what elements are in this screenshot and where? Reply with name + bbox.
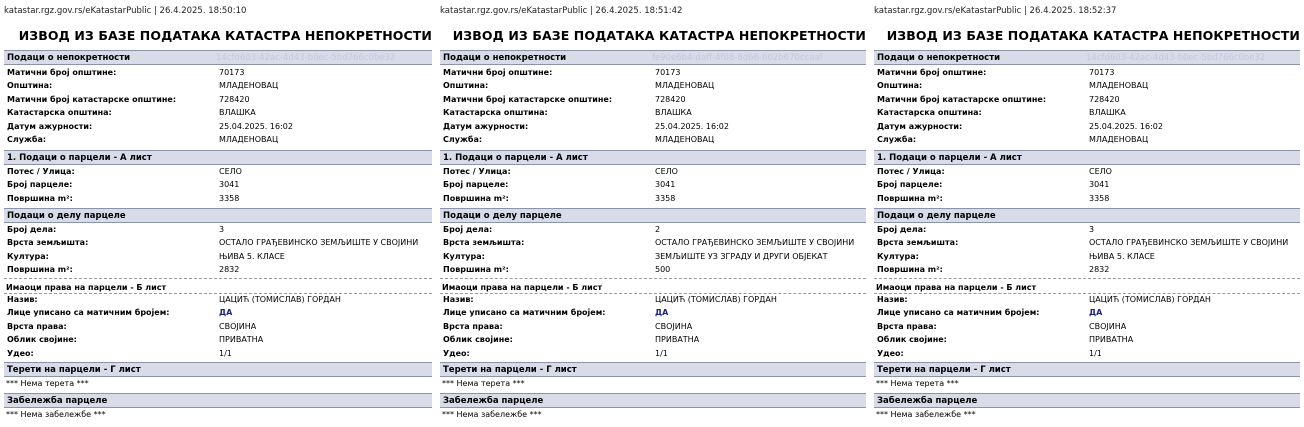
field-value: 3041 [655, 180, 676, 190]
field-row [443, 81, 867, 93]
section-header-property [440, 50, 866, 65]
section-header-burdens [874, 362, 1300, 377]
field-row [7, 122, 433, 134]
section-header-parcel [874, 150, 1300, 165]
field-value: ВЛАШКА [655, 108, 692, 118]
section-header-notes [440, 393, 866, 408]
no-notes-text: *** Нема забележбе *** [6, 410, 106, 419]
field-row [877, 295, 1301, 307]
field-label: Култура: [443, 251, 485, 261]
field-label: Датум ажурности: [7, 121, 93, 131]
field-value: СЕЛО [219, 167, 242, 176]
field-label: Катастарска општина: [7, 108, 112, 118]
section-title: Терети на парцели - Г лист [7, 365, 141, 375]
field-row [443, 68, 867, 80]
section-title: Забележба парцеле [7, 396, 108, 406]
divider [440, 293, 866, 294]
no-notes-text: *** Нема забележбе *** [876, 410, 976, 419]
section-header-burdens [440, 362, 866, 377]
field-value: МЛАДЕНОВАЦ [655, 135, 715, 144]
field-row [443, 135, 867, 147]
field-value: 2 [655, 225, 661, 234]
extract-panel-2 [436, 0, 870, 427]
section-title: 1. Подаци о парцели - А лист [443, 153, 588, 163]
field-label: Површина m²: [877, 265, 943, 275]
field-value: ДА [219, 308, 233, 318]
field-label: Назив: [443, 295, 474, 304]
field-value: 728420 [655, 94, 686, 104]
field-value: 3041 [219, 180, 240, 190]
field-value: 25.04.2025. 16:02 [219, 121, 293, 131]
field-row [443, 95, 867, 107]
field-label: Матични број катастарске општине: [877, 94, 1047, 104]
field-label: Матични број катастарске општине: [443, 94, 613, 104]
field-row [877, 225, 1301, 237]
document-title: ИЗВОД ИЗ БАЗЕ ПОДАТАКА КАТАСТРА НЕПОКРЕТНОСТИ [886, 28, 1300, 43]
url-timestamp-header: katastar.rgz.gov.rs/eKatastarPublic | 26.4.2025. 18:51:42 [440, 6, 683, 16]
section-title: Подаци о непокретности [877, 53, 1001, 63]
field-label: Број парцеле: [7, 180, 73, 190]
field-value: 3041 [1089, 180, 1110, 190]
field-label: Назив: [877, 295, 908, 304]
field-value: СЕЛО [1089, 167, 1112, 176]
field-value: ПРИВАТНА [1089, 335, 1134, 345]
field-row [7, 308, 433, 320]
field-value: ЦАЦИЋ (ТОМИСЛАВ) ГОРДАН [655, 295, 777, 304]
field-row [7, 81, 433, 93]
field-label: Култура: [877, 251, 919, 261]
section-title: Подаци о делу парцеле [443, 211, 562, 221]
field-row [443, 194, 867, 206]
field-value: ЦАЦИЋ (ТОМИСЛАВ) ГОРДАН [1089, 295, 1211, 304]
field-row [877, 122, 1301, 134]
field-row [7, 252, 433, 264]
field-row [877, 238, 1301, 250]
field-label: Врста земљишта: [443, 238, 525, 248]
field-value: 3 [1089, 225, 1095, 234]
field-label: Врста земљишта: [7, 238, 89, 248]
field-row [7, 194, 433, 206]
field-label: Површина m²: [443, 265, 509, 275]
field-label: Матични број катастарске општине: [7, 94, 177, 104]
field-row [7, 265, 433, 277]
field-row [7, 135, 433, 147]
property-id: 14cfd603-42ac-4d43-b0ec-5bd766c0be32 [216, 53, 396, 63]
field-value: 2832 [219, 265, 240, 275]
field-row [443, 238, 867, 250]
section-title: Подаци о непокретности [443, 53, 567, 63]
divider [4, 293, 432, 294]
url-timestamp-header: katastar.rgz.gov.rs/eKatastarPublic | 26.4.2025. 18:52:37 [874, 6, 1117, 16]
field-row [443, 335, 867, 347]
field-value: СВОЈИНА [1089, 321, 1127, 331]
field-value: ОСТАЛО ГРАЂЕВИНСКО ЗЕМЉИШТЕ У СВОЈИНИ [655, 238, 855, 248]
property-id: fe90e6b4-daff-4f08-8d66-602b670ccaaf [652, 53, 823, 63]
field-label: Назив: [7, 295, 38, 304]
extract-panel-3 [870, 0, 1304, 427]
field-value: 70173 [219, 68, 245, 77]
field-row [7, 95, 433, 107]
no-burdens-text: *** Нема терета *** [442, 379, 525, 388]
field-label: Потес / Улица: [7, 167, 75, 176]
field-value: ЊИВА 5. КЛАСЕ [1089, 251, 1155, 261]
field-label: Служба: [877, 135, 917, 144]
field-row [877, 335, 1301, 347]
field-value: ДА [1089, 308, 1103, 318]
field-value: ВЛАШКА [219, 108, 256, 118]
field-value: 25.04.2025. 16:02 [655, 121, 729, 131]
field-label: Култура: [7, 251, 49, 261]
section-header-owners: Имаоци права на парцели - Б лист [6, 283, 167, 292]
field-value: 70173 [655, 68, 681, 77]
field-label: Број дела: [7, 225, 57, 234]
field-label: Површина m²: [443, 193, 509, 203]
field-row [877, 308, 1301, 320]
section-title: Подаци о непокретности [7, 53, 131, 63]
field-label: Удео: [443, 348, 470, 358]
field-label: Површина m²: [877, 193, 943, 203]
section-title: Терети на парцели - Г лист [443, 365, 577, 375]
field-label: Потес / Улица: [877, 167, 945, 176]
divider [440, 278, 866, 279]
field-label: Врста права: [877, 321, 937, 331]
field-row [877, 95, 1301, 107]
field-value: 3 [219, 225, 225, 234]
field-row [443, 349, 867, 361]
section-title: 1. Подаци о парцели - А лист [877, 153, 1022, 163]
field-label: Матични број општине: [877, 68, 987, 77]
field-row [7, 322, 433, 334]
field-row [7, 180, 433, 192]
field-value: 728420 [1089, 94, 1120, 104]
divider [874, 293, 1300, 294]
field-row [7, 335, 433, 347]
field-row [443, 180, 867, 192]
no-notes-text: *** Нема забележбе *** [442, 410, 542, 419]
section-header-parcel [440, 150, 866, 165]
field-row [443, 167, 867, 179]
field-label: Општина: [7, 81, 53, 91]
url-timestamp-header: katastar.rgz.gov.rs/eKatastarPublic | 26.4.2025. 18:50:10 [4, 6, 247, 16]
field-row [7, 68, 433, 80]
field-row [877, 252, 1301, 264]
section-header-notes [4, 393, 432, 408]
field-value: СВОЈИНА [655, 321, 693, 331]
property-id: 14cfd603-42ac-4d43-b0ec-5bd766c0be32 [1086, 53, 1266, 63]
field-label: Врста права: [443, 321, 503, 331]
field-value: ЗЕМЉИШТЕ УЗ ЗГРАДУ И ДРУГИ ОБЈЕКАТ [655, 251, 828, 261]
field-row [877, 180, 1301, 192]
field-label: Површина m²: [7, 265, 73, 275]
field-value: СЕЛО [655, 167, 678, 176]
section-header-property [874, 50, 1300, 65]
field-label: Лице уписано са матичним бројем: [7, 308, 170, 318]
section-header-part [4, 208, 432, 223]
field-value: ОСТАЛО ГРАЂЕВИНСКО ЗЕМЉИШТЕ У СВОЈИНИ [219, 238, 419, 248]
divider [874, 278, 1300, 279]
field-value: 25.04.2025. 16:02 [1089, 121, 1163, 131]
field-label: Лице уписано са матичним бројем: [443, 308, 606, 318]
field-value: 70173 [1089, 68, 1115, 77]
field-value: 500 [655, 265, 671, 275]
field-label: Општина: [877, 81, 923, 91]
section-title: 1. Подаци о парцели - А лист [7, 153, 152, 163]
field-value: 3358 [219, 193, 240, 203]
field-value: ЦАЦИЋ (ТОМИСЛАВ) ГОРДАН [219, 295, 341, 304]
field-row [443, 322, 867, 334]
field-label: Датум ажурности: [877, 121, 963, 131]
field-label: Катастарска општина: [877, 108, 982, 118]
section-header-notes [874, 393, 1300, 408]
field-row [877, 81, 1301, 93]
field-row [443, 295, 867, 307]
field-label: Датум ажурности: [443, 121, 529, 131]
field-value: 1/1 [219, 348, 232, 358]
field-label: Број парцеле: [443, 180, 509, 190]
field-label: Матични број општине: [7, 68, 117, 77]
field-row [877, 349, 1301, 361]
section-header-property [4, 50, 432, 65]
field-value: 3358 [655, 193, 676, 203]
field-label: Потес / Улица: [443, 167, 511, 176]
field-row [877, 322, 1301, 334]
field-label: Врста земљишта: [877, 238, 959, 248]
field-label: Врста права: [7, 321, 67, 331]
field-value: МЛАДЕНОВАЦ [219, 135, 279, 144]
no-burdens-text: *** Нема терета *** [876, 379, 959, 388]
field-row [7, 108, 433, 120]
field-value: ДА [655, 308, 669, 318]
field-row [443, 252, 867, 264]
field-label: Општина: [443, 81, 489, 91]
field-row [7, 238, 433, 250]
field-value: МЛАДЕНОВАЦ [655, 81, 715, 91]
document-title: ИЗВОД ИЗ БАЗЕ ПОДАТАКА КАТАСТРА НЕПОКРЕТНОСТИ [18, 28, 432, 43]
field-row [877, 265, 1301, 277]
field-row [877, 68, 1301, 80]
field-row [443, 225, 867, 237]
field-row [7, 349, 433, 361]
field-value: 3358 [1089, 193, 1110, 203]
field-row [7, 167, 433, 179]
field-row [443, 265, 867, 277]
field-value: ВЛАШКА [1089, 108, 1126, 118]
field-row [7, 295, 433, 307]
section-title: Подаци о делу парцеле [877, 211, 996, 221]
section-header-owners: Имаоци права на парцели - Б лист [442, 283, 603, 292]
field-label: Број дела: [443, 225, 493, 234]
field-row [877, 135, 1301, 147]
field-value: 2832 [1089, 265, 1110, 275]
field-label: Лице уписано са матичним бројем: [877, 308, 1040, 318]
field-value: 1/1 [1089, 348, 1102, 358]
document-title: ИЗВОД ИЗ БАЗЕ ПОДАТАКА КАТАСТРА НЕПОКРЕТНОСТИ [452, 28, 866, 43]
field-value: СВОЈИНА [219, 321, 257, 331]
field-label: Служба: [7, 135, 47, 144]
field-value: 728420 [219, 94, 250, 104]
field-label: Облик својине: [443, 335, 513, 345]
field-label: Служба: [443, 135, 483, 144]
field-value: ПРИВАТНА [219, 335, 264, 345]
field-row [443, 308, 867, 320]
section-title: Подаци о делу парцеле [7, 211, 126, 221]
field-row [877, 108, 1301, 120]
field-row [877, 194, 1301, 206]
field-value: ОСТАЛО ГРАЂЕВИНСКО ЗЕМЉИШТЕ У СВОЈИНИ [1089, 238, 1289, 248]
field-value: МЛАДЕНОВАЦ [219, 81, 279, 91]
field-label: Удео: [7, 348, 34, 358]
field-label: Удео: [877, 348, 904, 358]
field-label: Облик својине: [877, 335, 947, 345]
field-value: МЛАДЕНОВАЦ [1089, 135, 1149, 144]
section-title: Терети на парцели - Г лист [877, 365, 1011, 375]
field-label: Број парцеле: [877, 180, 943, 190]
field-value: 1/1 [655, 348, 668, 358]
section-header-part [874, 208, 1300, 223]
field-label: Матични број општине: [443, 68, 553, 77]
field-value: МЛАДЕНОВАЦ [1089, 81, 1149, 91]
section-title: Забележба парцеле [877, 396, 978, 406]
field-label: Број дела: [877, 225, 927, 234]
field-row [7, 225, 433, 237]
section-header-parcel [4, 150, 432, 165]
field-value: ЊИВА 5. КЛАСЕ [219, 251, 285, 261]
field-row [877, 167, 1301, 179]
section-title: Забележба парцеле [443, 396, 544, 406]
divider [4, 278, 432, 279]
field-value: ПРИВАТНА [655, 335, 700, 345]
field-row [443, 108, 867, 120]
section-header-owners: Имаоци права на парцели - Б лист [876, 283, 1037, 292]
extract-panel-1 [0, 0, 436, 427]
field-label: Катастарска општина: [443, 108, 548, 118]
no-burdens-text: *** Нема терета *** [6, 379, 89, 388]
field-label: Површина m²: [7, 193, 73, 203]
section-header-part [440, 208, 866, 223]
field-label: Облик својине: [7, 335, 77, 345]
field-row [443, 122, 867, 134]
section-header-burdens [4, 362, 432, 377]
